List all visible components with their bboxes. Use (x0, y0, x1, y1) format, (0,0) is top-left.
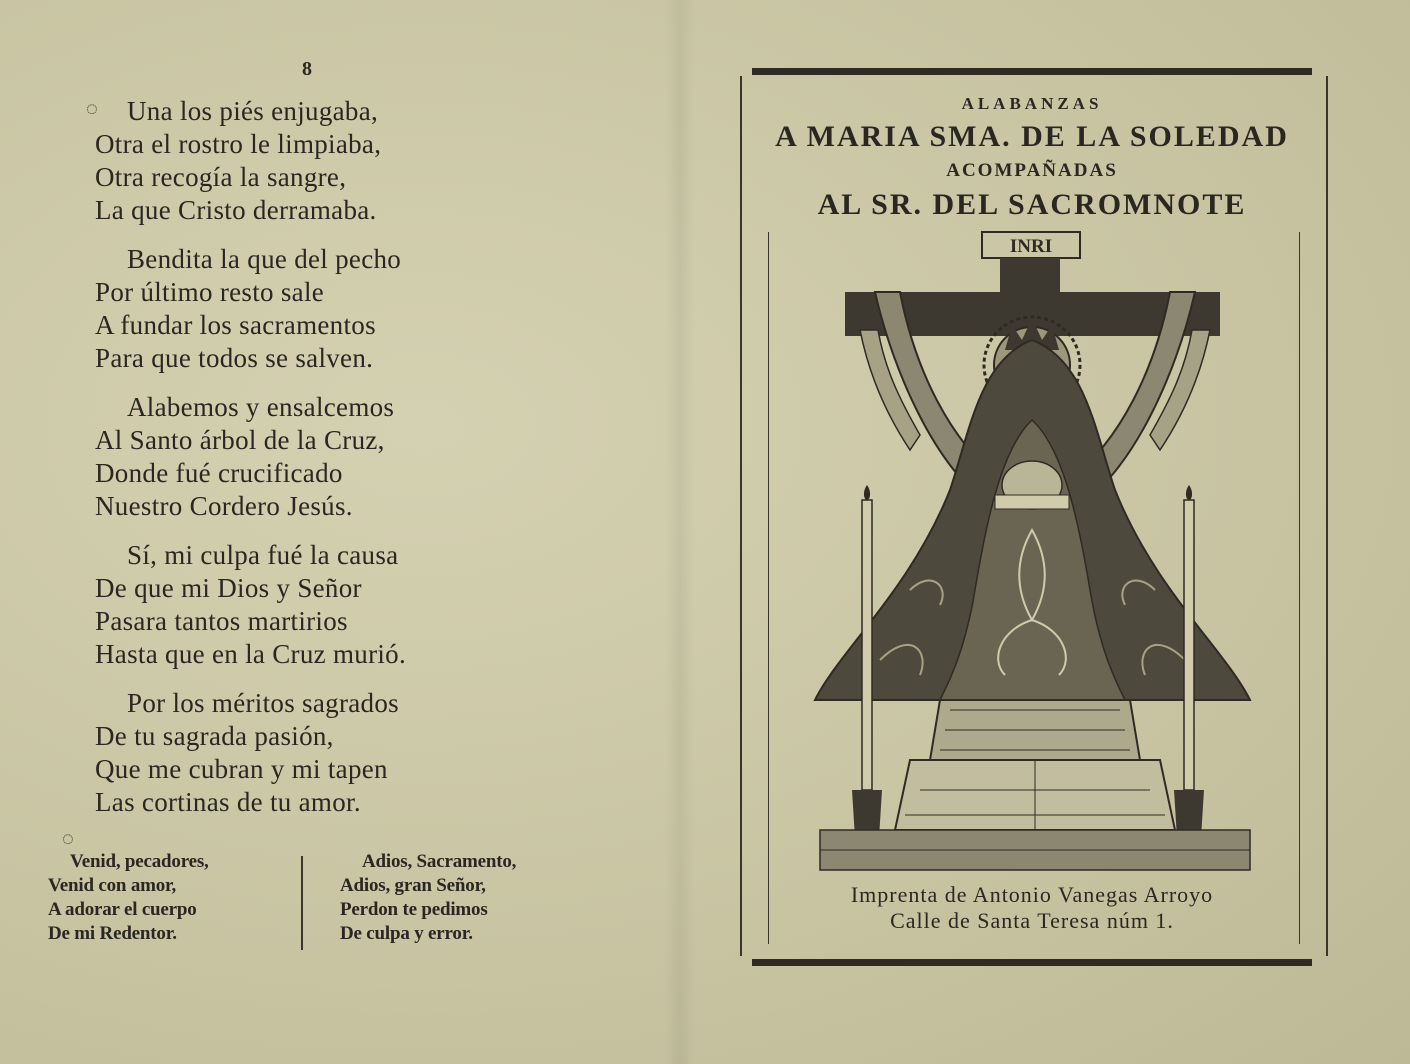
verse-line: Que me cubran y mi tapen (95, 754, 388, 784)
frame-bottom-rule (752, 959, 1312, 966)
verse-line: De culpa y error. (340, 923, 473, 944)
ink-mark: ◌ (86, 98, 98, 120)
page-number: 8 (302, 58, 312, 80)
imprint-address: Calle de Santa Teresa núm 1. (890, 908, 1174, 933)
imprint-printer: Imprenta de Antonio Vanegas Arroyo (850, 882, 1214, 907)
verse-line: Nuestro Cordero Jesús. (95, 491, 353, 521)
heading-title-2: AL SR. DEL SACROMNOTE (817, 188, 1247, 221)
verse-line: Adios, gran Señor, (340, 875, 486, 896)
stanza-3 (95, 391, 515, 523)
virgin-engraving (800, 230, 1270, 885)
flame-left (864, 485, 870, 500)
ink-mark: ◌ (62, 828, 74, 850)
verse-line: Otra el rostro le limpiaba, (95, 129, 382, 159)
heading-alabanzas: ALABANZAS (961, 94, 1103, 113)
frame-top-rule (752, 68, 1312, 75)
page-fold (665, 0, 695, 1064)
verse-line: Venid con amor, (48, 875, 177, 896)
verse-line: A fundar los sacramentos (95, 310, 376, 340)
stanza-4 (95, 539, 515, 671)
column-divider (301, 856, 303, 950)
verse-line: A adorar el cuerpo (48, 899, 197, 920)
verse-line: Perdon te pedimos (340, 899, 488, 920)
verse-line: Por los méritos sagrados (127, 688, 399, 718)
verse-line: Al Santo árbol de la Cruz, (95, 425, 385, 455)
handkerchief (995, 495, 1069, 509)
verse-line: De tu sagrada pasión, (95, 721, 334, 751)
verse-line: Las cortinas de tu amor. (95, 787, 361, 817)
heading-title: A MARIA SMA. DE LA SOLEDAD (775, 120, 1289, 153)
verse-line: Alabemos y ensalcemos (127, 392, 395, 422)
verse-line: Sí, mi culpa fué la causa (127, 540, 399, 570)
verse-line: La que Cristo derramaba. (95, 195, 377, 225)
heading-subtitle: ACOMPAÑADAS (946, 160, 1118, 181)
verse-line: Bendita la que del pecho (127, 244, 402, 274)
verse-line: Donde fué crucificado (95, 458, 343, 488)
verse-line: Venid, pecadores, (70, 851, 209, 872)
stanza-1 (95, 95, 515, 227)
candle-left (862, 500, 872, 790)
stanza-2 (95, 243, 515, 375)
stanza-5 (95, 687, 515, 819)
verse-line: Una los piés enjugaba, (127, 96, 379, 126)
verse-line: Otra recogía la sangre, (95, 162, 347, 192)
verse-line: Adios, Sacramento, (362, 851, 517, 872)
inri-text: INRI (1009, 236, 1053, 257)
closing-verse-right (340, 850, 580, 946)
closing-verse-left (48, 850, 288, 946)
verse-line: Por último resto sale (95, 277, 325, 307)
verse-line: De mi Redentor. (48, 923, 177, 944)
verse-line: Pasara tantos martirios (95, 606, 348, 636)
poem (95, 95, 515, 835)
flame-right (1186, 485, 1192, 500)
verse-line: De que mi Dios y Señor (95, 573, 362, 603)
verse-line: Para que todos se salven. (95, 343, 374, 373)
closing-verses (48, 850, 578, 955)
verse-line: Hasta que en la Cruz murió. (95, 639, 407, 669)
candle-right (1184, 500, 1194, 790)
